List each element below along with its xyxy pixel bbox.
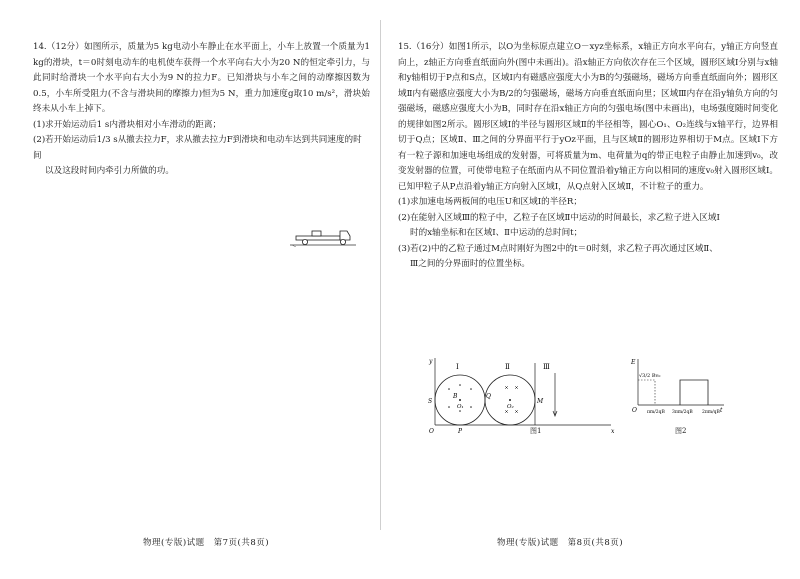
label-t: t: [720, 407, 723, 414]
q15-part3b: Ⅲ之间的分界面时的位置坐标。: [410, 259, 531, 269]
label-e0: √3/2 Bv₀: [639, 373, 661, 379]
left-footer: 物理(专版)试题 第7页(共8页): [143, 538, 270, 548]
label-region-2: Ⅱ: [505, 363, 510, 371]
q15-part1: (1)求加速电场两板间的电压U和区域Ⅰ的半径R；: [398, 197, 582, 207]
figure-1: [427, 355, 617, 435]
right-footer: 物理(专版)试题 第8页(共8页): [497, 538, 624, 548]
label-b: B: [453, 393, 458, 400]
tick-1: πm/2qB: [647, 410, 665, 415]
slider-block: [312, 231, 321, 236]
label-region-1: Ⅰ: [456, 363, 459, 371]
q14-part1: (1)求开始运动后1 s内滑块相对小车滑动的距离；: [33, 119, 222, 130]
truck-wheel-rear: [302, 239, 307, 244]
label-s: S: [428, 398, 433, 405]
tick-3: 2πm/qB: [702, 410, 720, 415]
truck-cab: [340, 231, 350, 240]
label-o1: O₁: [457, 404, 464, 410]
label-e: E: [631, 359, 636, 366]
q14-stem: 14.（12分）如图所示，质量为5 kg电动小车静止在水平面上，小车上放置一个质量为1 kg的滑块，t＝0时刻电动车的电机使车获得一个水平向右大小为20 N的恒定牵引力，与此同时给滑块一个水平向右大小为9 N的拉力F。已知滑块与小车之间的动摩擦因数为0.5，小车所受阻力(不含与滑块间的摩擦力)恒为5 N，重力加速度g取10 m/s²，滑块始终未从小车上掉下。: [33, 42, 370, 114]
q15-part3a: (3)若(2)中的乙粒子通过M点时刚好为图2中的t＝0时刻，求乙粒子再次通过区域Ⅱ、: [398, 243, 718, 254]
right-page: [386, 0, 800, 579]
figure-1-caption: 图1: [530, 427, 542, 435]
left-page: [0, 0, 382, 579]
q15-part2a: (2)在能射入区域Ⅲ的粒子中，乙粒子在区域Ⅱ中运动的时间最长，求乙粒子进入区域Ⅰ: [398, 212, 720, 223]
tick-2: 3πm/2qB: [672, 410, 693, 415]
truck-bed: [296, 236, 340, 240]
center-o2: [509, 399, 511, 401]
label-x: x: [611, 428, 615, 435]
q14-part2b: 以及这段时间内牵引力所做的功。: [45, 166, 174, 176]
label-o: O: [429, 428, 434, 435]
label-m: M: [537, 398, 544, 405]
q14-part2a: (2)若开始运动后1/3 s从撤去拉力F，求从撤去拉力F到滑块和电动车达到共同速度的时间: [33, 135, 362, 161]
figure-2: [628, 355, 728, 425]
label-o2: O₂: [507, 404, 514, 410]
truck-wheel-front: [340, 239, 345, 244]
figure-2-caption: 图2: [675, 427, 687, 435]
e-dash-1: [638, 380, 655, 405]
label-p: P: [458, 428, 463, 435]
center-o1: [459, 399, 461, 401]
label-q: Q: [486, 393, 491, 400]
q15-part2b: 时的x轴坐标和在区域Ⅰ、Ⅱ中运动的总时间t；: [410, 228, 583, 238]
e-pulse: [680, 380, 708, 405]
truck-figure: [290, 225, 356, 247]
q15-stem: 15.（16分）如图1所示，以O为坐标原点建立O－xyz坐标系，x轴正方向水平向右，y轴正方向竖直向上，z轴正方向垂直纸面向外(图中未画出)。沿x轴正方向依次存在三个区域，圆形区域Ⅰ分别与x轴和y轴相切于P点和S点，区域Ⅰ内有磁感应强度大小为B的匀强磁场，磁场方向垂直纸面向外；圆形区域Ⅱ内有磁感应强度大小为B/2的匀强磁场，磁场方向垂直纸面向里；区域Ⅲ内存在沿y轴负方向的匀强磁场，磁感应强度大小为B，同时存在沿x轴正方向的匀强电场(图中未画出)，电场强度随时间变化的规律如图2所示。圆形区域Ⅰ的半径与圆形区域Ⅱ的半径相等，圆心O₁、O₂连线与x轴平行，边界相切于Q点；区域Ⅱ、Ⅲ之间的分界面平行于yOz平面，且与区域Ⅱ的圆形边界相切于M点。区域Ⅰ下方有一粒子源和加速电场组成的发射器，可将质量为m、电荷量为q的带正电粒子由静止加速到v₀，改变发射器的位置，可使带电粒子在纸面内从不同位置沿着y轴正方向以相同的速度v₀射入圆形区域Ⅰ。已知甲粒子从P点沿着y轴正方向射入区域Ⅰ，从Q点射入区域Ⅱ，不计粒子的重力。: [398, 42, 778, 192]
label-y: y: [429, 358, 433, 365]
label-region-3: Ⅲ: [543, 363, 550, 371]
label-o-fig2: O: [632, 407, 637, 414]
